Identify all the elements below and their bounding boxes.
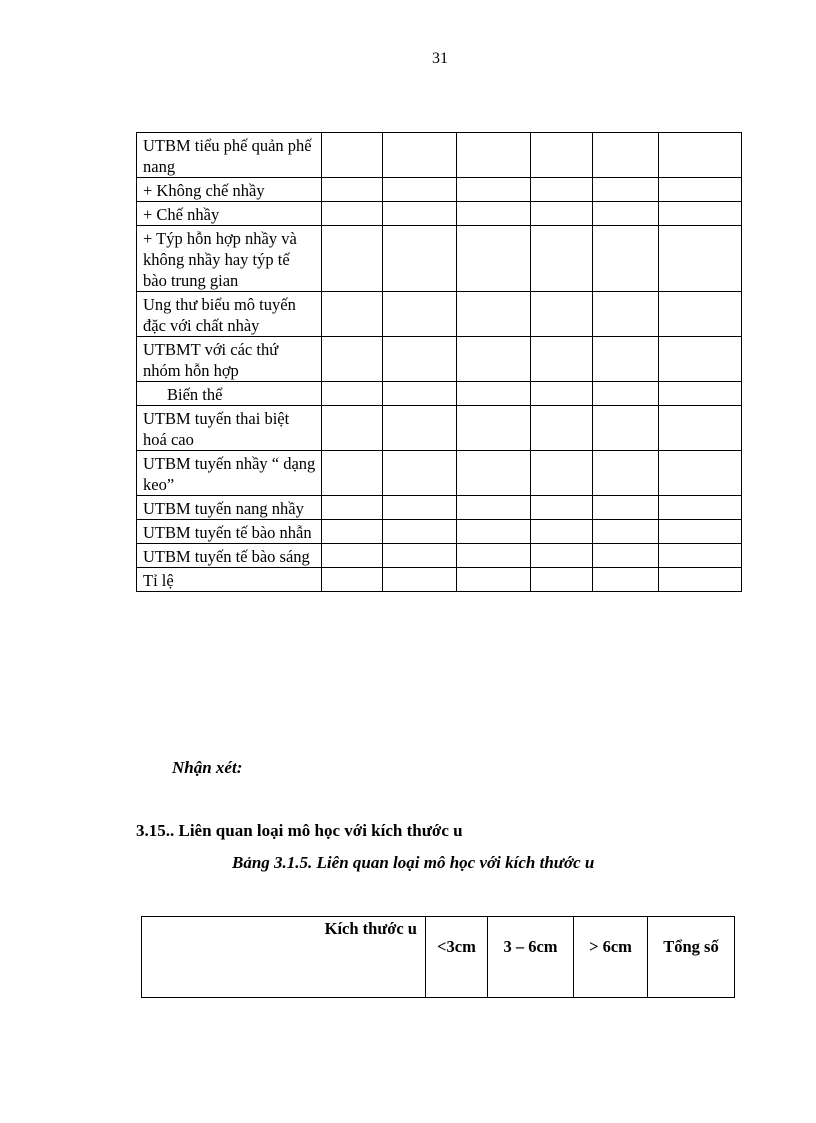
page-number: 31 xyxy=(432,50,448,67)
table-row xyxy=(137,226,742,292)
table-row xyxy=(137,202,742,226)
table-row xyxy=(137,133,742,178)
section-heading: 3.15.. Liên quan loại mô học với kích thước u xyxy=(136,821,463,840)
table-row xyxy=(137,178,742,202)
table-row xyxy=(137,406,742,451)
row-label: UTBMT với các thứ nhóm hỗn hợp xyxy=(137,337,322,382)
histology-table xyxy=(136,132,742,592)
row-label: Biến thể xyxy=(137,382,322,406)
row-label: UTBM tuyến tế bào nhẫn xyxy=(137,520,322,544)
table-header-row xyxy=(142,917,735,998)
table-row xyxy=(137,292,742,337)
row-label: UTBM tuyến nhầy “ dạng keo” xyxy=(137,451,322,496)
row-label: UTBM tiểu phế quản phế nang xyxy=(137,133,322,178)
row-label: UTBM tuyến thai biệt hoá cao xyxy=(137,406,322,451)
table-caption: Bảng 3.1.5. Liên quan loại mô học với kích thước u xyxy=(232,853,595,872)
row-label: UTBM tuyến tế bào sáng xyxy=(137,544,322,568)
size-table xyxy=(141,916,735,998)
table-row xyxy=(137,382,742,406)
row-label: Tỉ lệ xyxy=(137,568,322,592)
table-row xyxy=(137,544,742,568)
table-row xyxy=(137,568,742,592)
row-label: Ung thư biểu mô tuyến đặc với chất nhày xyxy=(137,292,322,337)
table-row xyxy=(137,496,742,520)
row-label: + Không chế nhầy xyxy=(137,178,322,202)
column-header: 3 – 6cm xyxy=(488,917,574,998)
column-header: > 6cm xyxy=(574,917,648,998)
column-header: Tổng số xyxy=(648,917,735,998)
remark-label: Nhận xét: xyxy=(172,758,243,777)
table-row xyxy=(137,337,742,382)
corner-header: Kích thước u xyxy=(142,917,426,998)
table-row xyxy=(137,520,742,544)
row-label: + Týp hỗn hợp nhầy và không nhầy hay týp tế bào trung gian xyxy=(137,226,322,292)
column-header: <3cm xyxy=(426,917,488,998)
table-row xyxy=(137,451,742,496)
row-label: + Chế nhầy xyxy=(137,202,322,226)
row-label: UTBM tuyến nang nhầy xyxy=(137,496,322,520)
